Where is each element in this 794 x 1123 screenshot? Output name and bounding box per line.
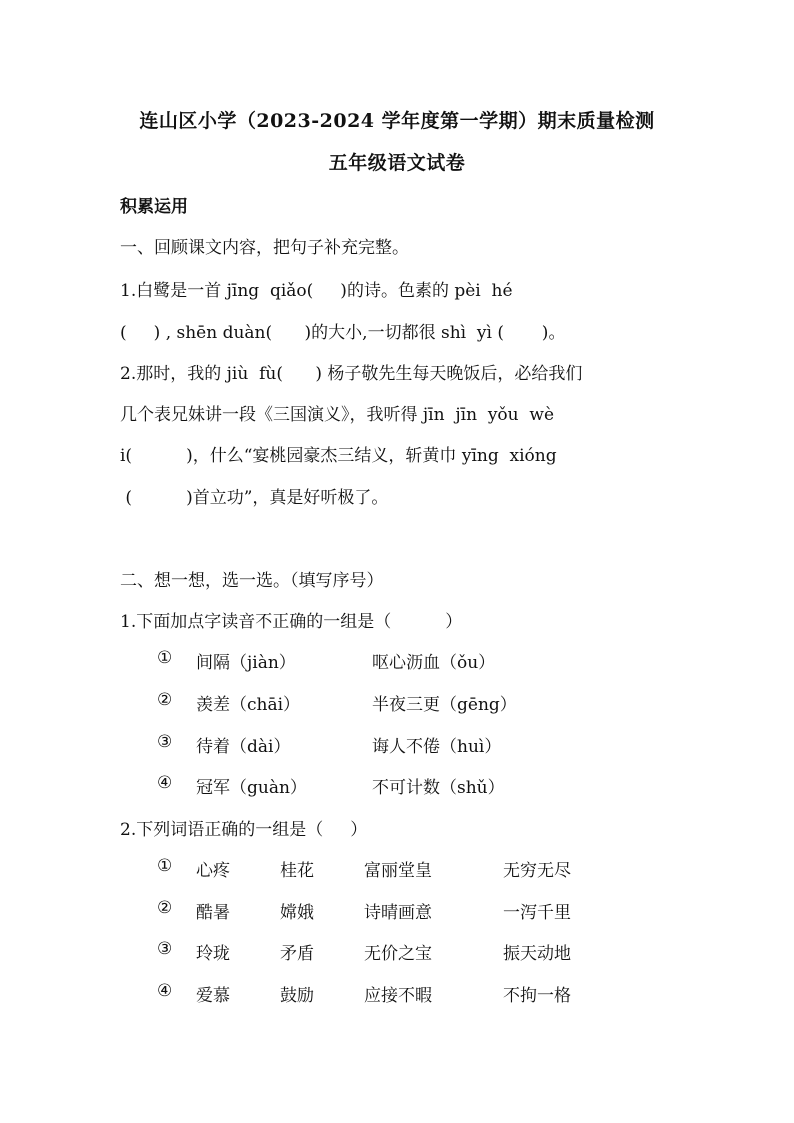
word-3: 富丽堂皇 [364, 861, 432, 881]
option-b: 不可计数（shǔ） [372, 778, 505, 798]
part1-line: ( )首立功”，真是好听极了。 [120, 488, 389, 508]
option-number: ② [157, 898, 173, 918]
option-a: 冠军（guàn） [196, 778, 307, 798]
word-3: 诗晴画意 [364, 903, 432, 923]
section-heading: 积累运用 [120, 197, 188, 217]
option-number: ① [157, 648, 173, 668]
option-a: 待着（dài） [196, 737, 291, 757]
option-a: 间隔（jiàn） [196, 653, 296, 673]
option-a: 羡差（chāi） [196, 695, 301, 715]
word-2: 鼓励 [280, 986, 314, 1006]
exam-subtitle: 五年级语文试卷 [328, 152, 466, 174]
word-2: 嫦娥 [280, 903, 314, 923]
q1-stem: 1.下面加点字读音不正确的一组是（ ） [120, 612, 463, 632]
option-number: ① [157, 856, 173, 876]
word-4: 无穷无尽 [503, 861, 571, 881]
word-4: 不拘一格 [503, 986, 571, 1006]
option-b: 诲人不倦（huì） [372, 737, 502, 757]
word-3: 应接不暇 [364, 986, 432, 1006]
word-1: 爱慕 [196, 986, 230, 1006]
word-3: 无价之宝 [364, 944, 432, 964]
word-1: 酷暑 [196, 903, 230, 923]
part2-heading: 二、想一想，选一选。（填写序号） [120, 571, 384, 591]
part1-line: 几个表兄妹讲一段《三国演义》，我听得 jīn jīn yǒu wè [120, 405, 555, 425]
part1-line: i( )，什么“宴桃园豪杰三结义，斩黄巾 yīng xióng [120, 446, 557, 466]
part1-heading: 一、回顾课文内容，把句子补充完整。 [120, 238, 409, 258]
option-b: 呕心沥血（ǒu） [372, 653, 496, 673]
option-number: ③ [157, 732, 173, 752]
word-2: 桂花 [280, 861, 314, 881]
part1-line: 2.那时，我的 jiù fù( ) 杨子敬先生每天晚饭后，必给我们 [120, 364, 583, 384]
option-b: 半夜三更（gēng） [372, 695, 517, 715]
option-number: ④ [157, 981, 173, 1001]
part1-line: ( ) , shēn duàn( )的大小,一切都很 shì yì ( )。 [120, 323, 566, 343]
option-number: ② [157, 690, 173, 710]
q2-stem: 2.下列词语正确的一组是（ ） [120, 820, 368, 840]
word-4: 一泻千里 [503, 903, 571, 923]
part1-line: 1.白鹭是一首 jīng qiǎo( )的诗。色素的 pèi hé [120, 281, 513, 301]
option-number: ④ [157, 773, 173, 793]
word-1: 心疼 [196, 861, 230, 881]
exam-title: 连山区小学（2023-2024 学年度第一学期）期末质量检测 [139, 110, 655, 132]
word-2: 矛盾 [280, 944, 314, 964]
word-1: 玲珑 [196, 944, 230, 964]
word-4: 振天动地 [503, 944, 571, 964]
option-number: ③ [157, 939, 173, 959]
